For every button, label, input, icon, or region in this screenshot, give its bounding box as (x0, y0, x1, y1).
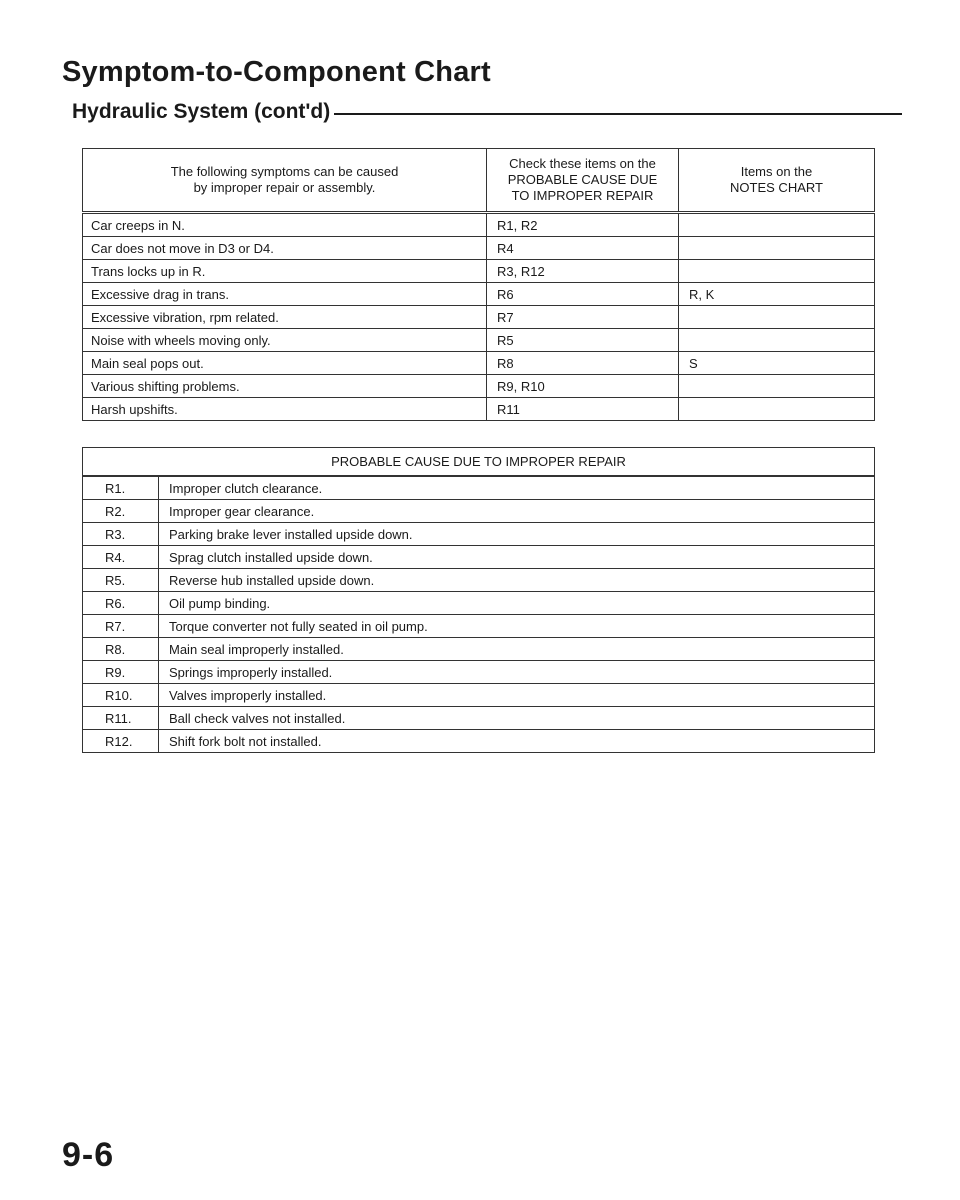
cause-description-cell: Oil pump binding. (159, 592, 875, 615)
table-row (83, 476, 875, 500)
cause-description-cell: Improper gear clearance. (159, 500, 875, 523)
cause-code-cell: R8. (83, 638, 159, 661)
table-row (83, 730, 875, 753)
table-row (83, 398, 875, 421)
cause-table-header: PROBABLE CAUSE DUE TO IMPROPER REPAIR (83, 448, 875, 477)
cause-table-header-row (83, 448, 875, 477)
symptom-cell: Excessive vibration, rpm related. (83, 306, 487, 329)
table-row (83, 283, 875, 306)
table-row (83, 375, 875, 398)
cause-description-cell: Main seal improperly installed. (159, 638, 875, 661)
cause-code-cell: R5. (83, 569, 159, 592)
table-row (83, 684, 875, 707)
notes-cell: R, K (679, 283, 875, 306)
symptom-cell: Car creeps in N. (83, 213, 487, 237)
cause-description-cell: Improper clutch clearance. (159, 476, 875, 500)
check-cell: R5 (487, 329, 679, 352)
cause-code-cell: R2. (83, 500, 159, 523)
symptom-cell: Excessive drag in trans. (83, 283, 487, 306)
cause-code-cell: R3. (83, 523, 159, 546)
header-line: The following symptoms can be caused (170, 164, 399, 179)
table-row (83, 500, 875, 523)
cause-code-cell: R11. (83, 707, 159, 730)
table-row (83, 329, 875, 352)
symptom-cell: Trans locks up in R. (83, 260, 487, 283)
cause-code-cell: R1. (83, 476, 159, 500)
cause-code-cell: R10. (83, 684, 159, 707)
table-row (83, 523, 875, 546)
notes-column-header (679, 149, 875, 213)
table-row (83, 661, 875, 684)
check-cell: R6 (487, 283, 679, 306)
table-row (83, 592, 875, 615)
table-row (83, 615, 875, 638)
cause-description-cell: Parking brake lever installed upside down. (159, 523, 875, 546)
header-line: PROBABLE CAUSE DUE (507, 172, 658, 187)
cause-code-cell: R7. (83, 615, 159, 638)
notes-cell (679, 306, 875, 329)
cause-description-cell: Shift fork bolt not installed. (159, 730, 875, 753)
symptom-column-header (83, 149, 487, 213)
check-column-header (487, 149, 679, 213)
probable-cause-table (82, 447, 875, 753)
section-rule (334, 113, 902, 115)
table-row (83, 213, 875, 237)
symptom-table-header-row (83, 149, 875, 213)
cause-description-cell: Springs improperly installed. (159, 661, 875, 684)
check-cell: R1, R2 (487, 213, 679, 237)
section-heading-text: Hydraulic System (cont'd) (72, 100, 331, 123)
notes-cell (679, 260, 875, 283)
cause-code-cell: R4. (83, 546, 159, 569)
table-row (83, 638, 875, 661)
check-cell: R7 (487, 306, 679, 329)
table-row (83, 352, 875, 375)
header-line: TO IMPROPER REPAIR (511, 188, 654, 203)
symptom-cell: Noise with wheels moving only. (83, 329, 487, 352)
check-cell: R11 (487, 398, 679, 421)
notes-cell (679, 213, 875, 237)
check-cell: R4 (487, 237, 679, 260)
symptom-cell: Car does not move in D3 or D4. (83, 237, 487, 260)
header-line: NOTES CHART (730, 180, 823, 195)
table-row (83, 569, 875, 592)
cause-code-cell: R12. (83, 730, 159, 753)
header-line: Items on the (740, 164, 813, 179)
cause-description-cell: Torque converter not fully seated in oil pump. (159, 615, 875, 638)
table-row (83, 707, 875, 730)
cause-description-cell: Reverse hub installed upside down. (159, 569, 875, 592)
header-line: Check these items on the (509, 156, 656, 171)
symptom-cell: Main seal pops out. (83, 352, 487, 375)
notes-cell (679, 237, 875, 260)
table-row (83, 237, 875, 260)
table-row (83, 546, 875, 569)
cause-code-cell: R6. (83, 592, 159, 615)
cause-description-cell: Ball check valves not installed. (159, 707, 875, 730)
symptom-cell: Harsh upshifts. (83, 398, 487, 421)
check-cell: R8 (487, 352, 679, 375)
cause-description-cell: Sprag clutch installed upside down. (159, 546, 875, 569)
table-row (83, 306, 875, 329)
notes-cell (679, 398, 875, 421)
page-number: 9-6 (62, 1136, 115, 1174)
symptom-cell: Various shifting problems. (83, 375, 487, 398)
symptom-table (82, 148, 875, 421)
check-cell: R3, R12 (487, 260, 679, 283)
cause-code-cell: R9. (83, 661, 159, 684)
table-row (83, 260, 875, 283)
header-line: by improper repair or assembly. (193, 180, 376, 195)
notes-cell (679, 375, 875, 398)
section-heading (72, 100, 902, 124)
check-cell: R9, R10 (487, 375, 679, 398)
notes-cell (679, 329, 875, 352)
page-title: Symptom-to-Component Chart (62, 56, 491, 88)
notes-cell: S (679, 352, 875, 375)
cause-description-cell: Valves improperly installed. (159, 684, 875, 707)
